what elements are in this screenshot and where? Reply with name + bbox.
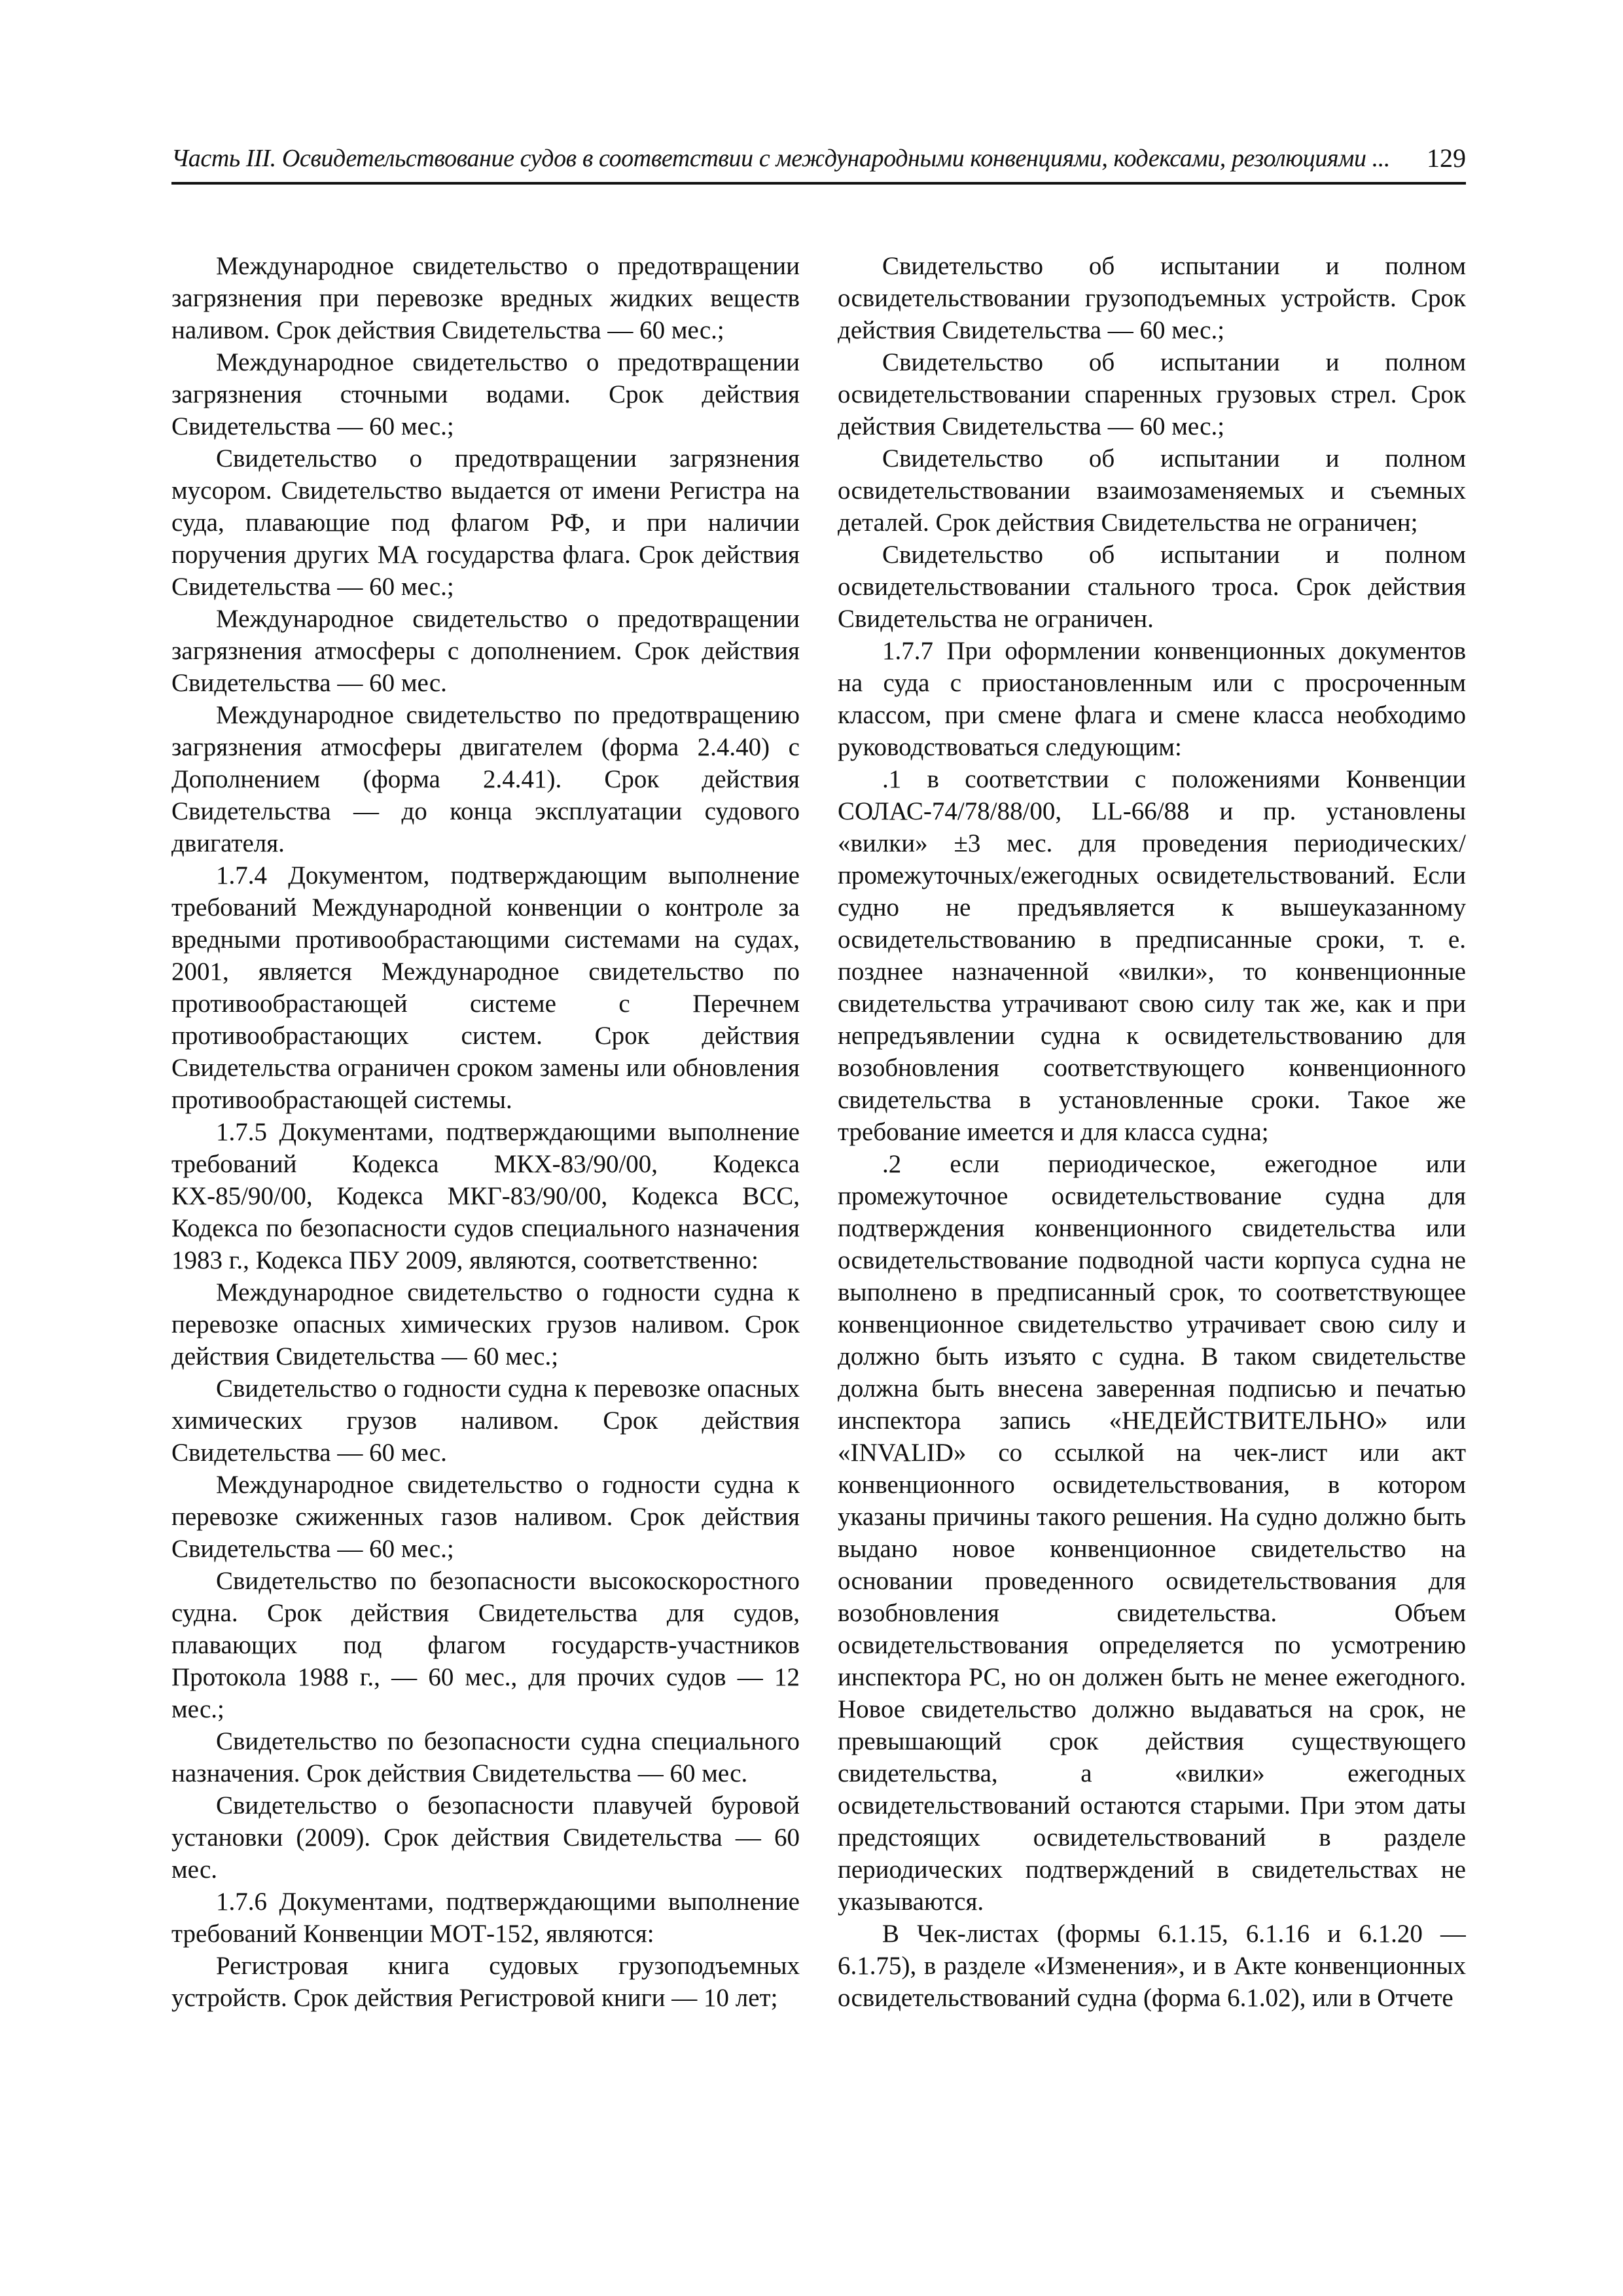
paragraph: Свидетельство об испытании и полном освидетельствовании взаимозаменяемых и съемных деталей. Срок действия Свидетельства не ограничен;: [838, 444, 1466, 537]
paragraph: Свидетельство о предотвращении загрязнения мусором. Свидетельство выдается от имени Регистра на суда, плавающие под флагом РФ, и при наличии поручения других МА государства флага. Срок действия Свидетельства — 60 мес.;: [171, 444, 800, 601]
paragraph: Свидетельство по безопасности высокоскоростного судна. Срок действия Свидетельства для судов, плавающих под флагом государств-участников Протокола 1988 г., — 60 мес., для прочих судов — 12 мес.;: [171, 1567, 800, 1723]
paragraph: 1.7.6 Документами, подтверждающими выполнение требований Конвенции МОТ-152, являются:: [171, 1888, 800, 1948]
paragraph: .2 если периодическое, ежегодное или промежуточное освидетельствование судна для подтверждения конвенционного свидетельства или освидетельствование подводной части корпуса судна не выполнено в предписанный срок, то соответствующее конвенционное свидетельство утрачивает свою силу и должно быть изъято с судна. В таком свидетельстве должна быть внесена заверенная подписью и печатью инспектора запись «НЕДЕЙСТВИТЕЛЬНО» или «INVALID» со ссылкой на чек-лист или акт конвенционного освидетельствования, в котором указаны причины такого решения. На судно должно быть выдано новое конвенционное свидетельство на основании проведенного освидетельствования для возобновления свидетельства. Объем освидетельствования определяется по усмотрению инспектора РС, но он должен быть не менее ежегодного. Новое свидетельство должно выдаваться на срок, не превышающий срок действия существующего свидетельства, а «вилки» ежегодных освидетельствований остаются старыми. При этом даты предстоящих освидетельствований в разделе периодических подтверждений в свидетельствах не указываются.: [838, 1150, 1466, 1916]
paragraph: Международное свидетельство о годности судна к перевозке сжиженных газов наливом. Срок действия Свидетельства — 60 мес.;: [171, 1471, 800, 1563]
paragraph: .1 в соответствии с положениями Конвенции СОЛАС-74/78/88/00, LL-66/88 и пр. установлены «вилки» ±3 мес. для проведения периодических/промежуточных/ежегодных освидетельствований. Если судно не предъявляется к вышеуказанному освидетельствованию в предписанные сроки, т. е. позднее назначенной «вилки», то конвенционные свидетельства утрачивают свою силу так же, как и при непредъявлении судна к освидетельствованию для возобновления соответствующего конвенционного свидетельства в установленные сроки. Такое же требование имеется и для класса судна;: [838, 765, 1466, 1146]
paragraph: Свидетельство об испытании и полном освидетельствовании спаренных грузовых стрел. Срок действия Свидетельства — 60 мес.;: [838, 348, 1466, 440]
paragraph: Международное свидетельство о предотвращении загрязнения сточными водами. Срок действия Свидетельства — 60 мес.;: [171, 348, 800, 440]
running-title: Часть III. Освидетельствование судов в соответствии с международными конвенциями, кодексами, резолюциями ...: [171, 145, 1390, 172]
paragraph: Международное свидетельство о годности судна к перевозке опасных химических грузов наливом. Срок действия Свидетельства — 60 мес.;: [171, 1278, 800, 1371]
paragraph: В Чек-листах (формы 6.1.15, 6.1.16 и 6.1.20 — 6.1.75), в разделе «Изменения», и в Акте конвенционных освидетельствований судна (форма 6.1.02), или в Отчете: [838, 1920, 1466, 2012]
paragraph: 1.7.7 При оформлении конвенционных документов на суда с приостановленным или с просроченным классом, при смене флага и смене класса необходимо руководствоваться следующим:: [838, 637, 1466, 761]
paragraph: Международное свидетельство по предотвращению загрязнения атмосферы двигателем (форма 2.4.40) с Дополнением (форма 2.4.41). Срок действия Свидетельства — до конца эксплуатации судового двигателя.: [171, 701, 800, 857]
paragraph: 1.7.4 Документом, подтверждающим выполнение требований Международной конвенции о контроле за вредными противообрастающими системами на судах, 2001, является Международное свидетельство по противообрастающей системе с Перечнем противообрастающих систем. Срок действия Свидетельства ограничен сроком замены или обновления противообрастающей системы.: [171, 861, 800, 1114]
paragraph: 1.7.5 Документами, подтверждающими выполнение требований Кодекса МКХ-83/90/00, Кодекса КХ-85/90/00, Кодекса МКГ-83/90/00, Кодекса ВСС, Кодекса по безопасности судов специального назначения 1983 г., Кодекса ПБУ 2009, являются, соответственно:: [171, 1118, 800, 1274]
page-header: [171, 143, 1466, 185]
paragraph: Свидетельство по безопасности судна специального назначения. Срок действия Свидетельства — 60 мес.: [171, 1727, 800, 1787]
paragraph: Свидетельство об испытании и полном освидетельствовании стального троса. Срок действия Свидетельства не ограничен.: [838, 541, 1466, 633]
paragraph: Регистровая книга судовых грузоподъемных устройств. Срок действия Регистровой книги — 10 лет;: [171, 1952, 800, 2012]
paragraph: Международное свидетельство о предотвращении загрязнения атмосферы с дополнением. Срок действия Свидетельства — 60 мес.: [171, 605, 800, 697]
paragraph: Международное свидетельство о предотвращении загрязнения при перевозке вредных жидких веществ наливом. Срок действия Свидетельства — 60 мес.;: [171, 252, 800, 344]
paragraph: Свидетельство об испытании и полном освидетельствовании грузоподъемных устройств. Срок действия Свидетельства — 60 мес.;: [838, 252, 1466, 344]
page-number: 129: [1427, 143, 1466, 173]
paragraph: Свидетельство о годности судна к перевозке опасных химических грузов наливом. Срок действия Свидетельства — 60 мес.: [171, 1374, 800, 1467]
left-column: [171, 250, 800, 2227]
paragraph: Свидетельство о безопасности плавучей буровой установки (2009). Срок действия Свидетельства — 60 мес.: [171, 1791, 800, 1884]
right-column: [838, 250, 1466, 2227]
